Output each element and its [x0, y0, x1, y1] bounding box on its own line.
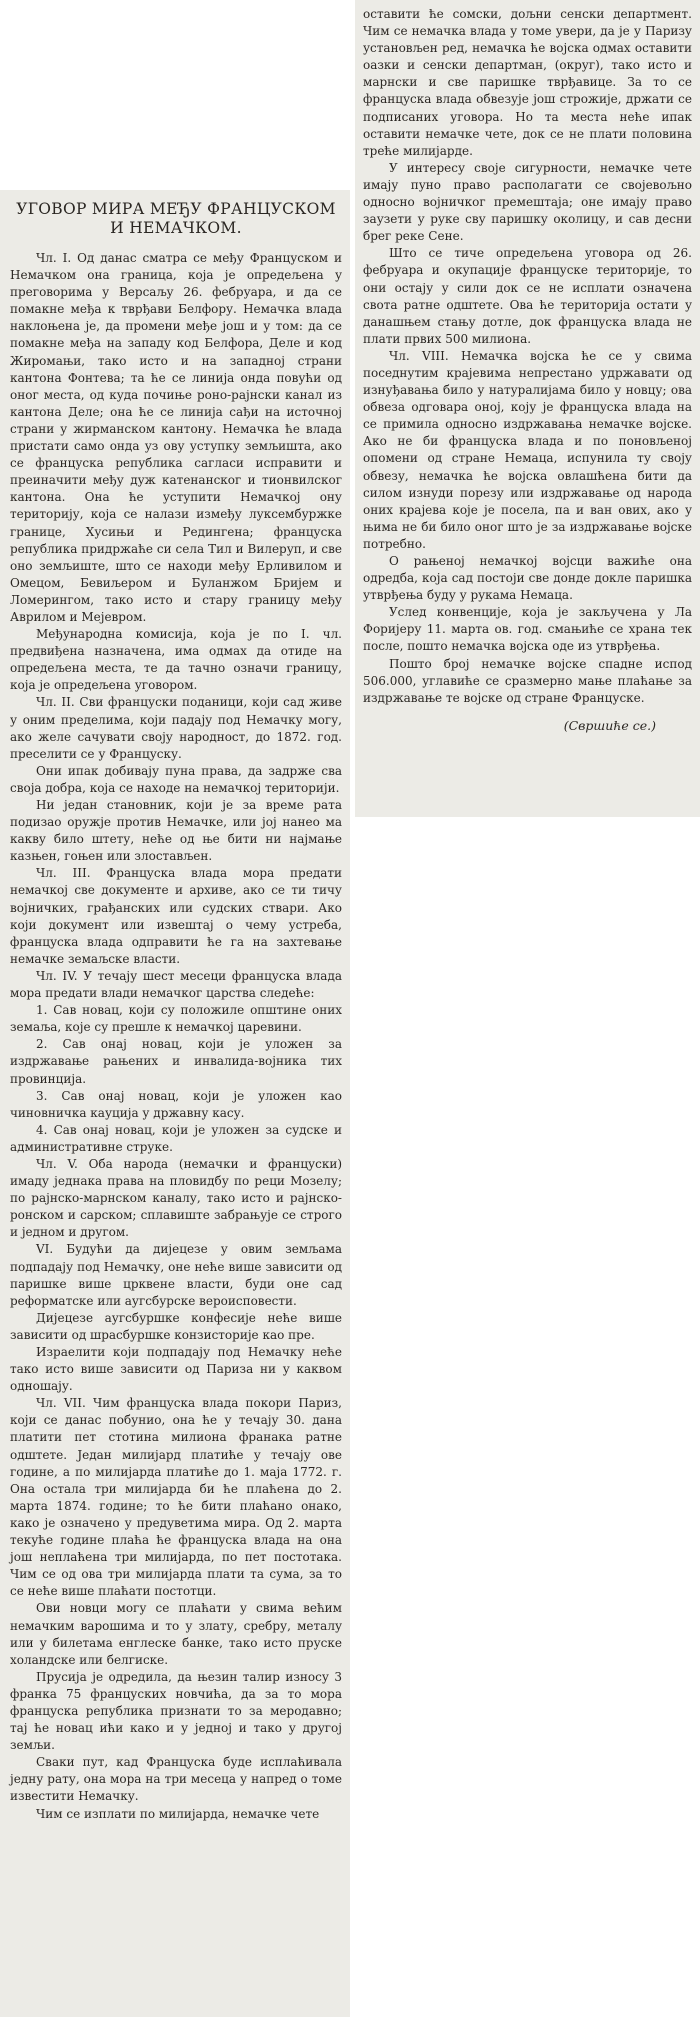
paragraph: Што се тиче опредељена уговора од 26. фебруара и окупације француске територије, то они остају у сили док се не исплати означена свота ратне одштете. Ова ће територија остати у данашњем стању дотле, док француска влада не плати првих 500 милиона. [363, 246, 692, 346]
paragraph: Чл. V. Оба народа (немачки и француски) имаду једнака права на пловидбу по реци Мозелу; по рајнско-марнском каналу, тако исто и рајнско-ронском и сарском; сплавиште забрањује се строго и једном и другом. [10, 1156, 342, 1240]
continuation-note: (Свршиће се.) [563, 717, 656, 733]
paragraph: Чл. VIII. Немачка војска ће се у свима поседнутим крајевима непрестано удржавати од изнуђавања било у натуралијама било у новцу; ова обвеза одговара оној, коју је француска влада на се примила односно издржавања немачке војске. Ако не би француска влада и по поновљеној опомени од стране Немаца, испунила ту своју обвезу, немачка ће војска овлашћена бити да силом изнуди порезу или издржавање од народа оних крајева које је посела, па и ван ових, ако у њима не би било оног што је за издржавање војске потребно. [363, 348, 692, 551]
paragraph: Чим се изплати по милијарда, немачке чете [36, 1806, 320, 1821]
article-title: УГОВОР МИРА МЕЂУ ФРАНЦУСКОМ И НЕМАЧКОМ. [16, 200, 336, 237]
paragraph: 2. Сав онај новац, који је уложен за издржавање рањених и инвалида-војника тих провинција. [10, 1037, 342, 1086]
paragraph: Пошто број немачке војске спадне испод 506.000, углавиће се сразмерно мање плаћање за издржавање те војске од стране Француске. [363, 656, 692, 705]
paragraph: Израелити који подпадају под Немачку неће тако исто више зависити од Париза ни у каквом одношају. [10, 1345, 342, 1394]
paragraph: 4. Сав онај новац, који је уложен за судске и административне струке. [10, 1122, 342, 1154]
paragraph: оставити ће сомски, дољни сенски департмент. Чим се немачка влада у томе увери, да је у Паризу установљен ред, немачка ће војска одмах оставити оазки и сенски департман, (округ), тако исто и марнски и све паришке тврђавице. За то се француска влада обвезује још строжије, држати се подписаних уговора. Но та места неће ипак оставити немачке чете, док се не плати половина треће милијарде. [363, 7, 692, 158]
paragraph: Они ипак добивају пуна права, да задрже сва своја добра, која се находе на немачкој територији. [10, 763, 342, 795]
paragraph: Дијецезе аугсбуршке конфесије неће више зависити од шрасбуршке конзисторије као пре. [10, 1310, 342, 1342]
paragraph: О рањеној немачкој војсци важиће она одредба, која сад постоји све донде докле паришка утврђења буду у рукама Немаца. [363, 554, 692, 603]
paragraph: Ни један становник, који је за време рата подизао оружје против Немачке, или јој нанео ма какву било штету, неће од ње бити ни најмање казњен, гоњен или злостављен. [10, 798, 342, 864]
paragraph: Прусија је одредила, да њезин талир износу 3 франка 75 француских новчића, да за то мора француска република признати то за меродавно; тај ће новац ићи како и у једној и тако у другој земљи. [10, 1669, 342, 1753]
paragraph: VI. Будући да дијецезе у овим земљама подпадају под Немачку, оне неће више зависити од паришке више црквене власти, буди оне сад реформатске или аугсбурске вероисповести. [10, 1242, 342, 1308]
paragraph: Чл. II. Сви француски поданици, који сад живе у оним пределима, који падају под Немачку могу, ако желе сачувати своју народност, до 1872. год. преселити се у Француску. [10, 695, 342, 761]
paragraph: 3. Сав онај новац, који је уложен као чиновничка кауција у државну касу. [10, 1088, 342, 1120]
article-right-column [355, 0, 700, 817]
paragraph: Чл. VII. Чим француска влада покори Париз, који се данас побунио, она ће у течају 30. дана платити пет стотина милиона франака ратне одштете. Један милијард платиће у течају ове године, а по милијарда платиће до 1. маја 1772. г. Она остала три милијарда би ће плаћена до 2. марта 1874. године; то ће бити плаћано онако, како је означено у предуветима мира. Од 2. марта текуће године плаћа ће француска влада на она још неплаћена три милијарда, по пет постотака. Чим се од ова три милијарда плати та сума, за то се неће више плаћати постотци. [10, 1396, 342, 1599]
paragraph: Сваки пут, кад Француска буде исплаћивала једну рату, она мора на три месеца у напред о томе известити Немачку. [10, 1755, 342, 1804]
article-left-column [0, 190, 350, 2017]
paragraph: Услед конвенције, која је закључена у Ла Форијеру 11. марта ов. год. смањиће се храна тек после, пошто немачка војска оде из утврђења. [363, 605, 692, 654]
paragraph: Међународна комисија, која је по I. чл. предвиђена назначена, има одмах да отиде на опредељена места, те да тачно означи границу, која је опредељена уговором. [10, 627, 342, 693]
paragraph: Чл. I. Од данас сматра се међу Француском и Немачком она граница, која је опредељена у преговорима у Версаљу 26. фебруара, и да се помакне међа к тврђави Белфору. Немачка влада наклоњена је, да промени међе још и у том: да се помакне међа на западу код Белфора, Деле и код Жиромањи, тако исто и на западној страни кантона Фонтева; та ће се линија онда повући од оног места, од куда почиње роно-рајнски канал из кантона Деле; она ће се линија сађи на источној страни у жирманском кантону. Немачка ће влада пристати само онда уз ову уступку земљишта, ако се француска република сагласи исправити и преиначити међу дуж катенанског и тионвилског кантона. Она ће уступити Немачкој ону територију, која се налази између луксембуржке границе, Хусињи и Редингена; француска република придржаће си села Тил и Вилеруп, и све оно земљиште, што се находи међу Ерливилом и Омецом, Бевиљером и Буланжом Бријем и Ломерингом, тако исто и стару границу међу Аврилом и Мејевром. [10, 251, 342, 624]
paragraph: У интересу своје сигурности, немачке чете имају пуно право располагати се својевољно односно војничког премештаја; оне имају право заузети у руке сву паришку околицу, и сав десни брег реке Сене. [363, 160, 692, 244]
paragraph: 1. Сав новац, који су положиле општине оних земаља, које су прешле к немачкој царевини. [10, 1003, 342, 1035]
paragraph: Ови новци могу се плаћати у свима већим немачким варошима и то у злату, сребру, металу или у билетама енглеске банке, тако исто пруске холандске или белгиске. [10, 1601, 342, 1667]
paragraph: Чл. IV. У течају шест месеци француска влада мора предати влади немачког царства следеће: [10, 968, 342, 1001]
paragraph: Чл. III. Француска влада мора предати немачкој све документе и архиве, ако се ти тичу војничких, грађанских или судских ствари. Ако који документ или извештај о чему устреба, француска влада одправити ће га на захтевање немачке земаљске власти. [10, 866, 342, 966]
